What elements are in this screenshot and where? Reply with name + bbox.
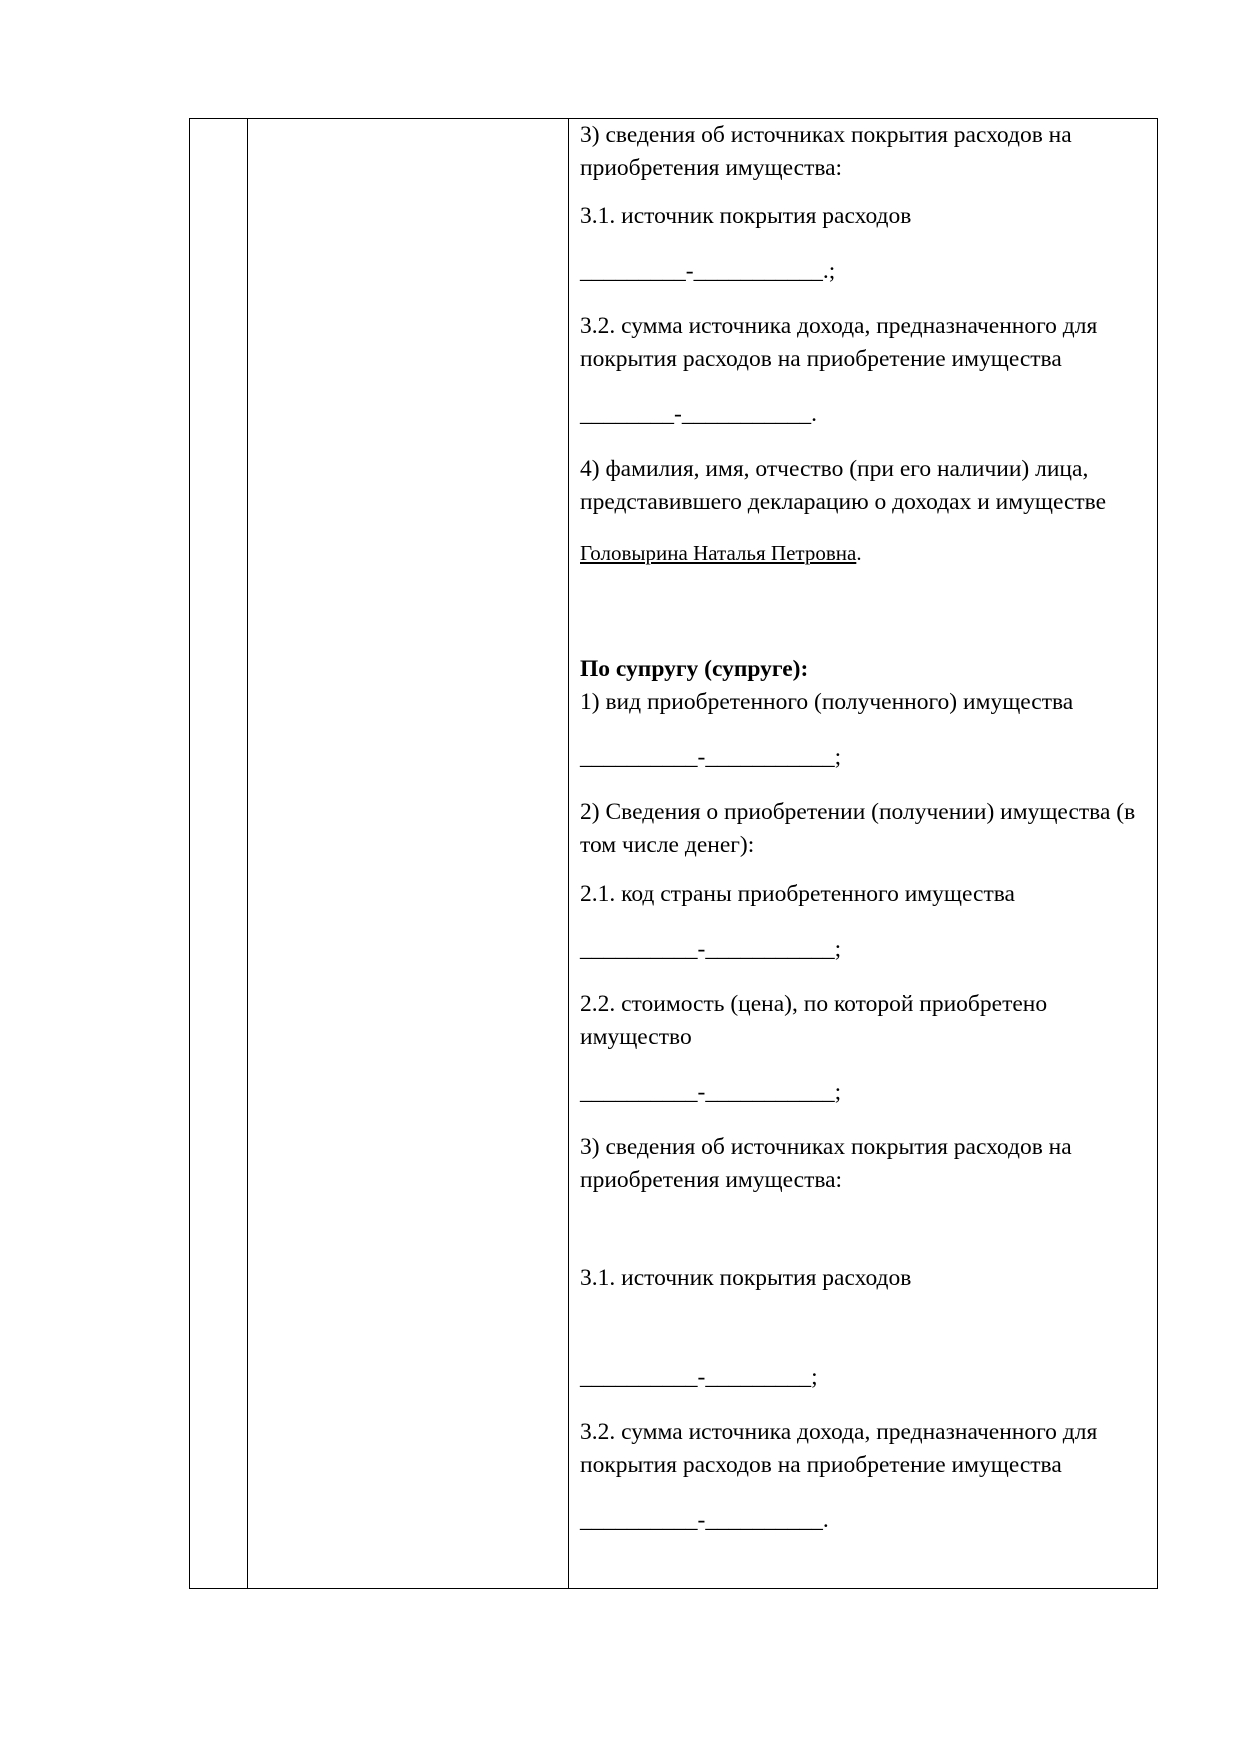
spouse-property-type-value: __________-___________; [580,744,842,770]
own-declarant-line [580,537,1149,570]
spouse-price-label: 2.2. стоимость (цена), по которой приобретено имущество [580,991,1048,1050]
own-sum-value: ________-___________. [580,401,817,427]
declaration-table [189,118,1158,1589]
declarant-name: Головырина Наталья Петровна [580,541,857,565]
spouse-sum-label: 3.2. сумма источника дохода, предназначенного для покрытия расходов на приобретение имущества [580,1419,1098,1478]
details-content [569,119,1157,1537]
own-declarant-label: 4) фамилия, имя, отчество (при его наличии) лица, представившего декларацию о доходах и имуществе [580,456,1107,515]
details-cell [569,119,1158,1589]
own-sources-heading: 3) сведения об источниках покрытия расходов на приобретения имущества: [580,122,1072,181]
spouse-price-value: __________-___________; [580,1079,842,1105]
spouse-heading: По супругу (супруге): [580,656,809,682]
spouse-source-label: 3.1. источник покрытия расходов [580,1265,912,1291]
declarant-suffix: . [856,541,862,565]
own-source-label: 3.1. источник покрытия расходов [580,203,912,229]
name-cell [248,119,569,1589]
spouse-country-code-label: 2.1. код страны приобретенного имущества [580,881,1015,907]
spouse-acquisition-label: 2) Сведения о приобретении (получении) имущества (в том числе денег): [580,799,1136,858]
own-sum-label: 3.2. сумма источника дохода, предназначенного для покрытия расходов на приобретение имущества [580,313,1098,372]
spouse-source-value: __________-_________; [580,1364,818,1390]
spouse-sources-heading: 3) сведения об источниках покрытия расходов на приобретения имущества: [580,1134,1072,1193]
spouse-sum-value: __________-__________. [580,1507,829,1533]
spouse-property-type-label: 1) вид приобретенного (полученного) имущества [580,689,1074,715]
number-cell [190,119,248,1589]
own-source-value: _________-___________.; [580,258,836,284]
spouse-country-code-value: __________-___________; [580,936,842,962]
table-row [190,119,1158,1589]
